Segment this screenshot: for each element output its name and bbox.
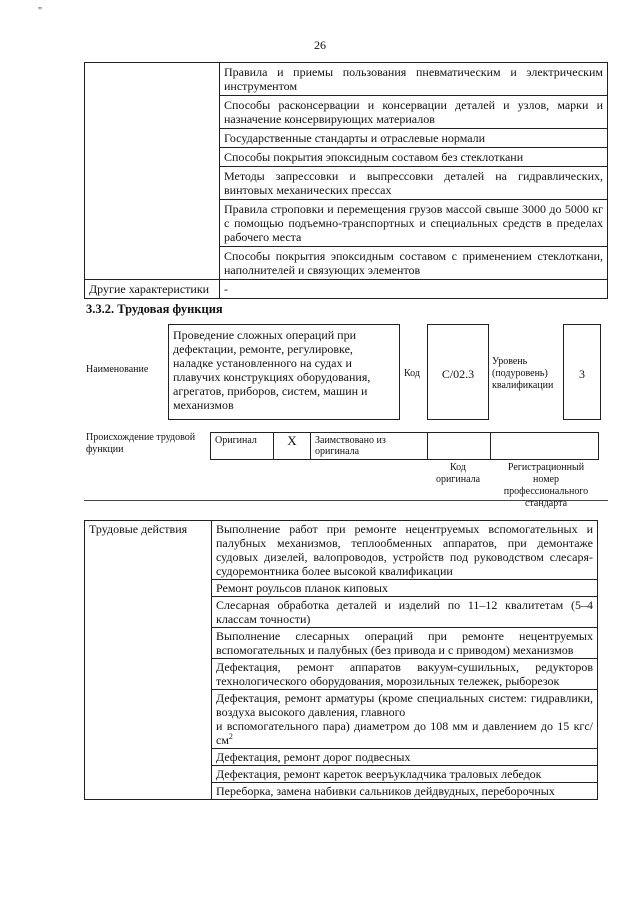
function-name-box: Проведение сложных операций при дефектации, ремонте, регулировке, наладке установленного на судах и плавучих конструкциях оборудования, агрегатов, приборов, систем, машин и механизмов	[168, 324, 400, 420]
action-line	[216, 719, 593, 747]
knowledge-left-empty	[85, 63, 220, 280]
code-label: Код	[404, 368, 420, 379]
other-characteristics-label: Другие характеристики	[85, 280, 220, 299]
action-line: Дефектация, ремонт арматуры (кроме специальных систем: гидравлики, воздуха высокого давления, главного	[216, 691, 593, 719]
reg-number-caption: Регистрационный номер профессионального стандарта	[503, 462, 589, 509]
action-row	[212, 690, 598, 749]
action-row: Ремонт роульсов планок киповых	[212, 580, 598, 597]
knowledge-row: Правила строповки и перемещения грузов массой свыше 3000 до 5000 кг с помощью подъемно-транспортных и специальных средств в пределах рабочего места	[220, 200, 608, 247]
page-number: 26	[314, 38, 326, 52]
corner-mark: "	[38, 6, 43, 17]
knowledge-row: Способы расконсервации и консервации деталей и узлов, марки и назначение консервирующих материалов	[220, 96, 608, 129]
divider	[84, 500, 608, 501]
section-title: 3.3.2. Трудовая функция	[86, 302, 223, 316]
original-label: Оригинал	[211, 433, 274, 460]
original-mark: X	[274, 433, 311, 460]
labor-actions-table	[84, 520, 598, 800]
action-row: Слесарная обработка деталей и изделий по 11–12 квалитетам (5–4 классам точности)	[212, 597, 598, 628]
knowledge-table	[84, 62, 608, 299]
action-row: Дефектация, ремонт дорог подвесных	[212, 749, 598, 766]
code-original-cell	[428, 433, 491, 460]
origin-label: Происхождение трудовой функции	[86, 432, 196, 455]
other-characteristics-value: -	[220, 280, 608, 299]
knowledge-row: Правила и приемы пользования пневматическим и электрическим инструментом	[220, 63, 608, 96]
action-row: Переборка, замена набивки сальников дейдвудных, переборочных	[212, 783, 598, 800]
code-original-caption: Код оригинала	[435, 462, 481, 485]
knowledge-row: Государственные стандарты и отраслевые нормали	[220, 129, 608, 148]
reg-number-cell	[491, 433, 599, 460]
action-text: и вспомогательного пара) диаметром до 108 мм и давлением до 15 кгс/см	[216, 719, 593, 747]
action-row: Дефектация, ремонт кареток вееръукладчика траловых лебедок	[212, 766, 598, 783]
function-code-box: C/02.3	[427, 324, 489, 420]
labor-actions-label: Трудовые действия	[85, 521, 212, 800]
action-row: Дефектация, ремонт аппаратов вакуум-сушильных, редукторов технологического оборудования, морозильных тележек, рыборезок	[212, 659, 598, 690]
borrowed-label: Заимствовано из оригинала	[311, 433, 428, 460]
superscript: 2	[228, 732, 233, 741]
origin-table	[210, 432, 599, 460]
knowledge-row: Способы покрытия эпоксидным составом без стеклоткани	[220, 148, 608, 167]
knowledge-row: Методы запрессовки и выпрессовки деталей на гидравлических, винтовых механических прессах	[220, 167, 608, 200]
level-label: Уровень (подуровень) квалификации	[492, 356, 554, 391]
name-label: Наименование	[86, 364, 149, 375]
action-row: Выполнение работ при ремонте нецентруемых вспомогательных и палубных механизмов, теплообменных аппаратов, при демонтаже судовых дизелей, валопроводов, устройств под руководством слесаря-судоремонтника более высокой квалификации	[212, 521, 598, 580]
knowledge-row: Способы покрытия эпоксидным составом с применением стеклоткани, наполнителей и связующих элементов	[220, 247, 608, 280]
function-level-box: 3	[563, 324, 601, 420]
action-row: Выполнение слесарных операций при ремонте нецентруемых вспомогательных и палубных (без привода и с приводом) механизмов	[212, 628, 598, 659]
